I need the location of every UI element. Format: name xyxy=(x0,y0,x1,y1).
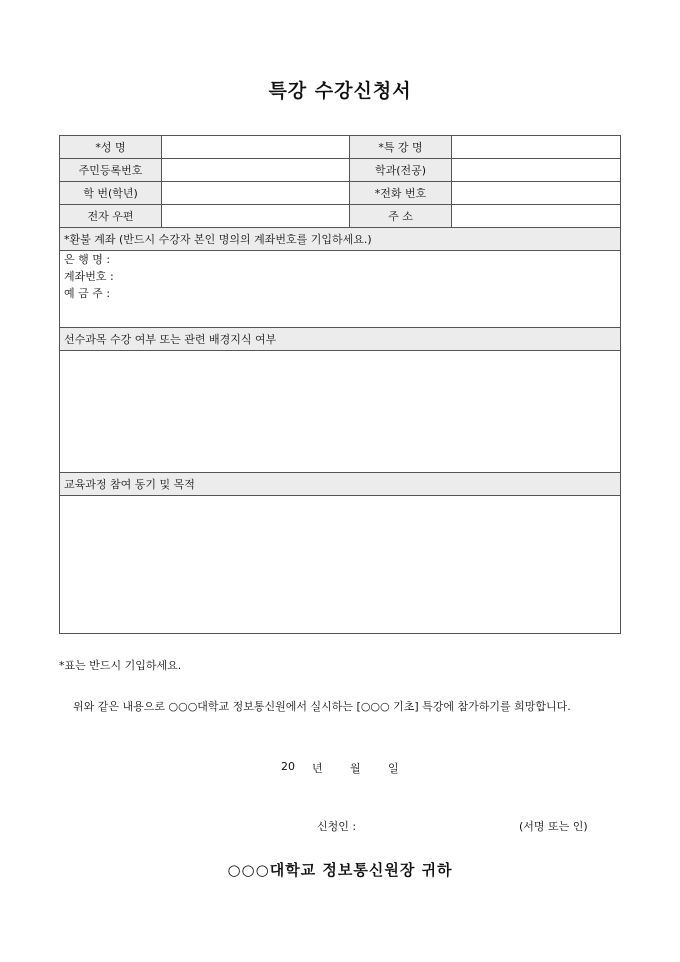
student-number-field[interactable] xyxy=(162,182,350,205)
prerequisite-section-header: 선수과목 수강 여부 또는 관련 배경지식 여부 xyxy=(60,328,621,351)
application-statement: 위와 같은 내용으로 ○○○대학교 정보통신원에서 실시하는 [○○○ 기초] 특강에 참가하기를 희망합니다. xyxy=(73,700,571,713)
prerequisite-answer-box[interactable] xyxy=(60,351,621,473)
address-field[interactable] xyxy=(452,205,621,228)
date-year-unit: 년 xyxy=(312,762,323,775)
document-title: 특강 수강신청서 xyxy=(268,80,412,102)
signature-hint: (서명 또는 인) xyxy=(519,820,588,833)
lecture-name-field[interactable] xyxy=(452,136,621,159)
resident-number-field[interactable] xyxy=(162,159,350,182)
depositor-label: 예 금 주 : xyxy=(64,287,111,300)
student-number-label: 학 번(학년) xyxy=(60,182,162,205)
department-field[interactable] xyxy=(452,159,621,182)
motivation-answer-box[interactable] xyxy=(60,496,621,634)
applicant-label: 신청인 : xyxy=(317,820,357,833)
refund-section-header: *환불 계좌 (반드시 수강자 본인 명의의 계좌번호를 기입하세요.) xyxy=(60,228,621,251)
resident-number-label: 주민등록번호 xyxy=(60,159,162,182)
phone-field[interactable] xyxy=(452,182,621,205)
account-number-label: 계좌번호 : xyxy=(64,270,114,283)
date-month-unit: 월 xyxy=(350,762,361,775)
required-note: *표는 반드시 기입하세요. xyxy=(59,659,182,672)
phone-label: *전화 번호 xyxy=(350,182,452,205)
form-row-contact xyxy=(60,205,621,228)
department-label: 학과(전공) xyxy=(350,159,452,182)
date-day-unit: 일 xyxy=(388,762,399,775)
email-field[interactable] xyxy=(162,205,350,228)
recipient-line: ○○○대학교 정보통신원장 귀하 xyxy=(227,861,453,879)
motivation-section-header: 교육과정 참여 동기 및 목적 xyxy=(60,473,621,496)
bank-name-label: 은 행 명 : xyxy=(64,253,111,266)
lecture-name-label: *특 강 명 xyxy=(350,136,452,159)
email-label: 전자 우편 xyxy=(60,205,162,228)
form-row-student xyxy=(60,182,621,205)
application-form-table xyxy=(59,135,621,634)
form-row-name xyxy=(60,136,621,159)
refund-account-box[interactable] xyxy=(60,251,621,328)
date-year: 20 xyxy=(281,760,295,773)
form-row-id xyxy=(60,159,621,182)
address-label: 주 소 xyxy=(350,205,452,228)
name-label: *성 명 xyxy=(60,136,162,159)
name-field[interactable] xyxy=(162,136,350,159)
